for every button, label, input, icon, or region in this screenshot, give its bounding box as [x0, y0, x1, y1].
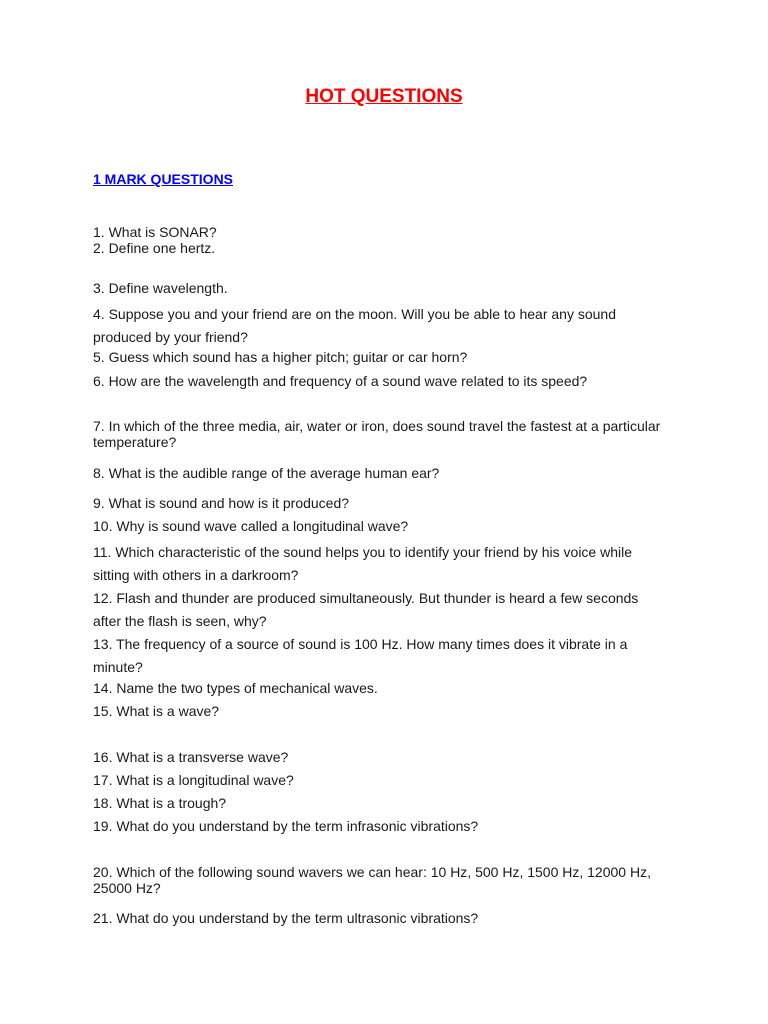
question-19: 19. What do you understand by the term infrasonic vibrations? — [93, 818, 479, 834]
question-14: 14. Name the two types of mechanical waves. — [93, 680, 378, 696]
question-13: 13. The frequency of a source of sound is 100 Hz. How many times does it vibrate in a minute? — [93, 636, 628, 675]
question-4: 4. Suppose you and your friend are on the moon. Will you be able to hear any sound produced by your friend? — [93, 306, 617, 345]
question-10: 10. Why is sound wave called a longitudinal wave? — [93, 518, 409, 534]
section-heading: 1 MARK QUESTIONS — [93, 171, 234, 187]
question-12: 12. Flash and thunder are produced simultaneously. But thunder is heard a few seconds after the flash is seen, why? — [93, 590, 639, 629]
question-20: 20. Which of the following sound wavers we can hear: 10 Hz, 500 Hz, 1500 Hz, 12000 Hz, 25000 Hz? — [93, 864, 651, 896]
question-15: 15. What is a wave? — [93, 703, 220, 719]
question-6: 6. How are the wavelength and frequency of a sound wave related to its speed? — [93, 373, 588, 389]
question-1: 1. What is SONAR? — [93, 224, 217, 240]
question-17: 17. What is a longitudinal wave? — [93, 772, 294, 788]
page-title: HOT QUESTIONS — [305, 86, 463, 107]
question-21: 21. What do you understand by the term ultrasonic vibrations? — [93, 910, 479, 926]
question-16: 16. What is a transverse wave? — [93, 749, 289, 765]
question-8: 8. What is the audible range of the average human ear? — [93, 465, 440, 481]
question-7: 7. In which of the three media, air, water or iron, does sound travel the fastest at a particular temperature? — [93, 418, 661, 450]
question-11: 11. Which characteristic of the sound helps you to identify your friend by his voice while sitting with others in a darkroom? — [93, 544, 633, 583]
question-3: 3. Define wavelength. — [93, 280, 228, 296]
question-2: 2. Define one hertz. — [93, 240, 216, 256]
question-9: 9. What is sound and how is it produced? — [93, 495, 350, 511]
question-18: 18. What is a trough? — [93, 795, 227, 811]
question-5: 5. Guess which sound has a higher pitch; guitar or car horn? — [93, 349, 468, 365]
